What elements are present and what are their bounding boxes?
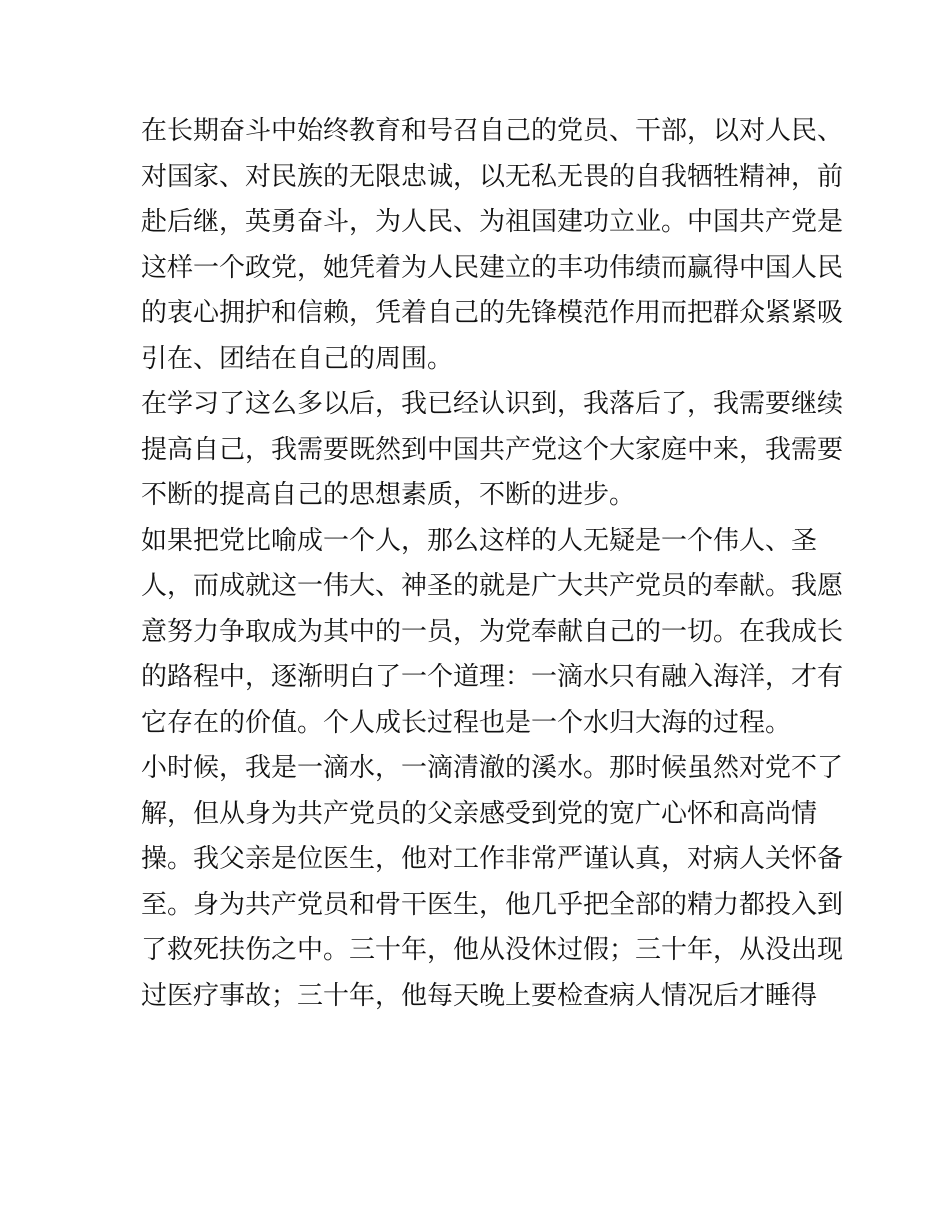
text-line: 的衷心拥护和信赖，凭着自己的先锋模范作用而把群众紧紧吸 bbox=[141, 298, 844, 328]
text-line: 提高自己，我需要既然到中国共产党这个大家庭中来，我需要 bbox=[141, 434, 844, 465]
text-line: 引在、团结在自己的周围。 bbox=[141, 343, 454, 374]
text-line: 在学习了这么多以后，我已经认识到，我落后了，我需要继续 bbox=[141, 389, 844, 419]
text-line: 至。身为共产党员和骨干医生，他几乎把全部的精力都投入到 bbox=[141, 889, 844, 920]
text-line: 过医疗事故；三十年，他每天晚上要检查病人情况后才睡得 bbox=[141, 980, 818, 1011]
text-line: 了救死扶伤之中。三十年，他从没休过假；三十年，从没出现 bbox=[141, 935, 844, 965]
text-line: 不断的提高自己的思想素质，不断的进步。 bbox=[141, 480, 636, 510]
document-body bbox=[141, 109, 844, 1019]
text-line: 人，而成就这一伟大、神圣的就是广大共产党员的奉献。我愿 bbox=[141, 571, 844, 601]
text-line: 赴后继，英勇奋斗，为人民、为祖国建功立业。中国共产党是 bbox=[141, 207, 844, 237]
text-line: 小时候，我是一滴水，一滴清澈的溪水。那时候虽然对党不了 bbox=[141, 753, 844, 783]
text-line: 操。我父亲是位医生，他对工作非常严谨认真，对病人关怀备 bbox=[141, 844, 844, 874]
text-line: 意努力争取成为其中的一员，为党奉献自己的一切。在我成长 bbox=[141, 616, 844, 647]
text-line: 如果把党比喻成一个人，那么这样的人无疑是一个伟人、圣 bbox=[141, 525, 818, 556]
text-line: 它存在的价值。个人成长过程也是一个水归大海的过程。 bbox=[141, 707, 792, 738]
text-line: 的路程中，逐渐明白了一个道理：一滴水只有融入海洋，才有 bbox=[141, 662, 844, 692]
text-line: 这样一个政党，她凭着为人民建立的丰功伟绩而赢得中国人民 bbox=[141, 252, 844, 283]
text-line: 在长期奋斗中始终教育和号召自己的党员、干部，以对人民、 bbox=[141, 116, 844, 146]
text-line: 对国家、对民族的无限忠诚，以无私无畏的自我牺牲精神，前 bbox=[141, 161, 844, 192]
text-line: 解，但从身为共产党员的父亲感受到党的宽广心怀和高尚情 bbox=[141, 798, 818, 829]
